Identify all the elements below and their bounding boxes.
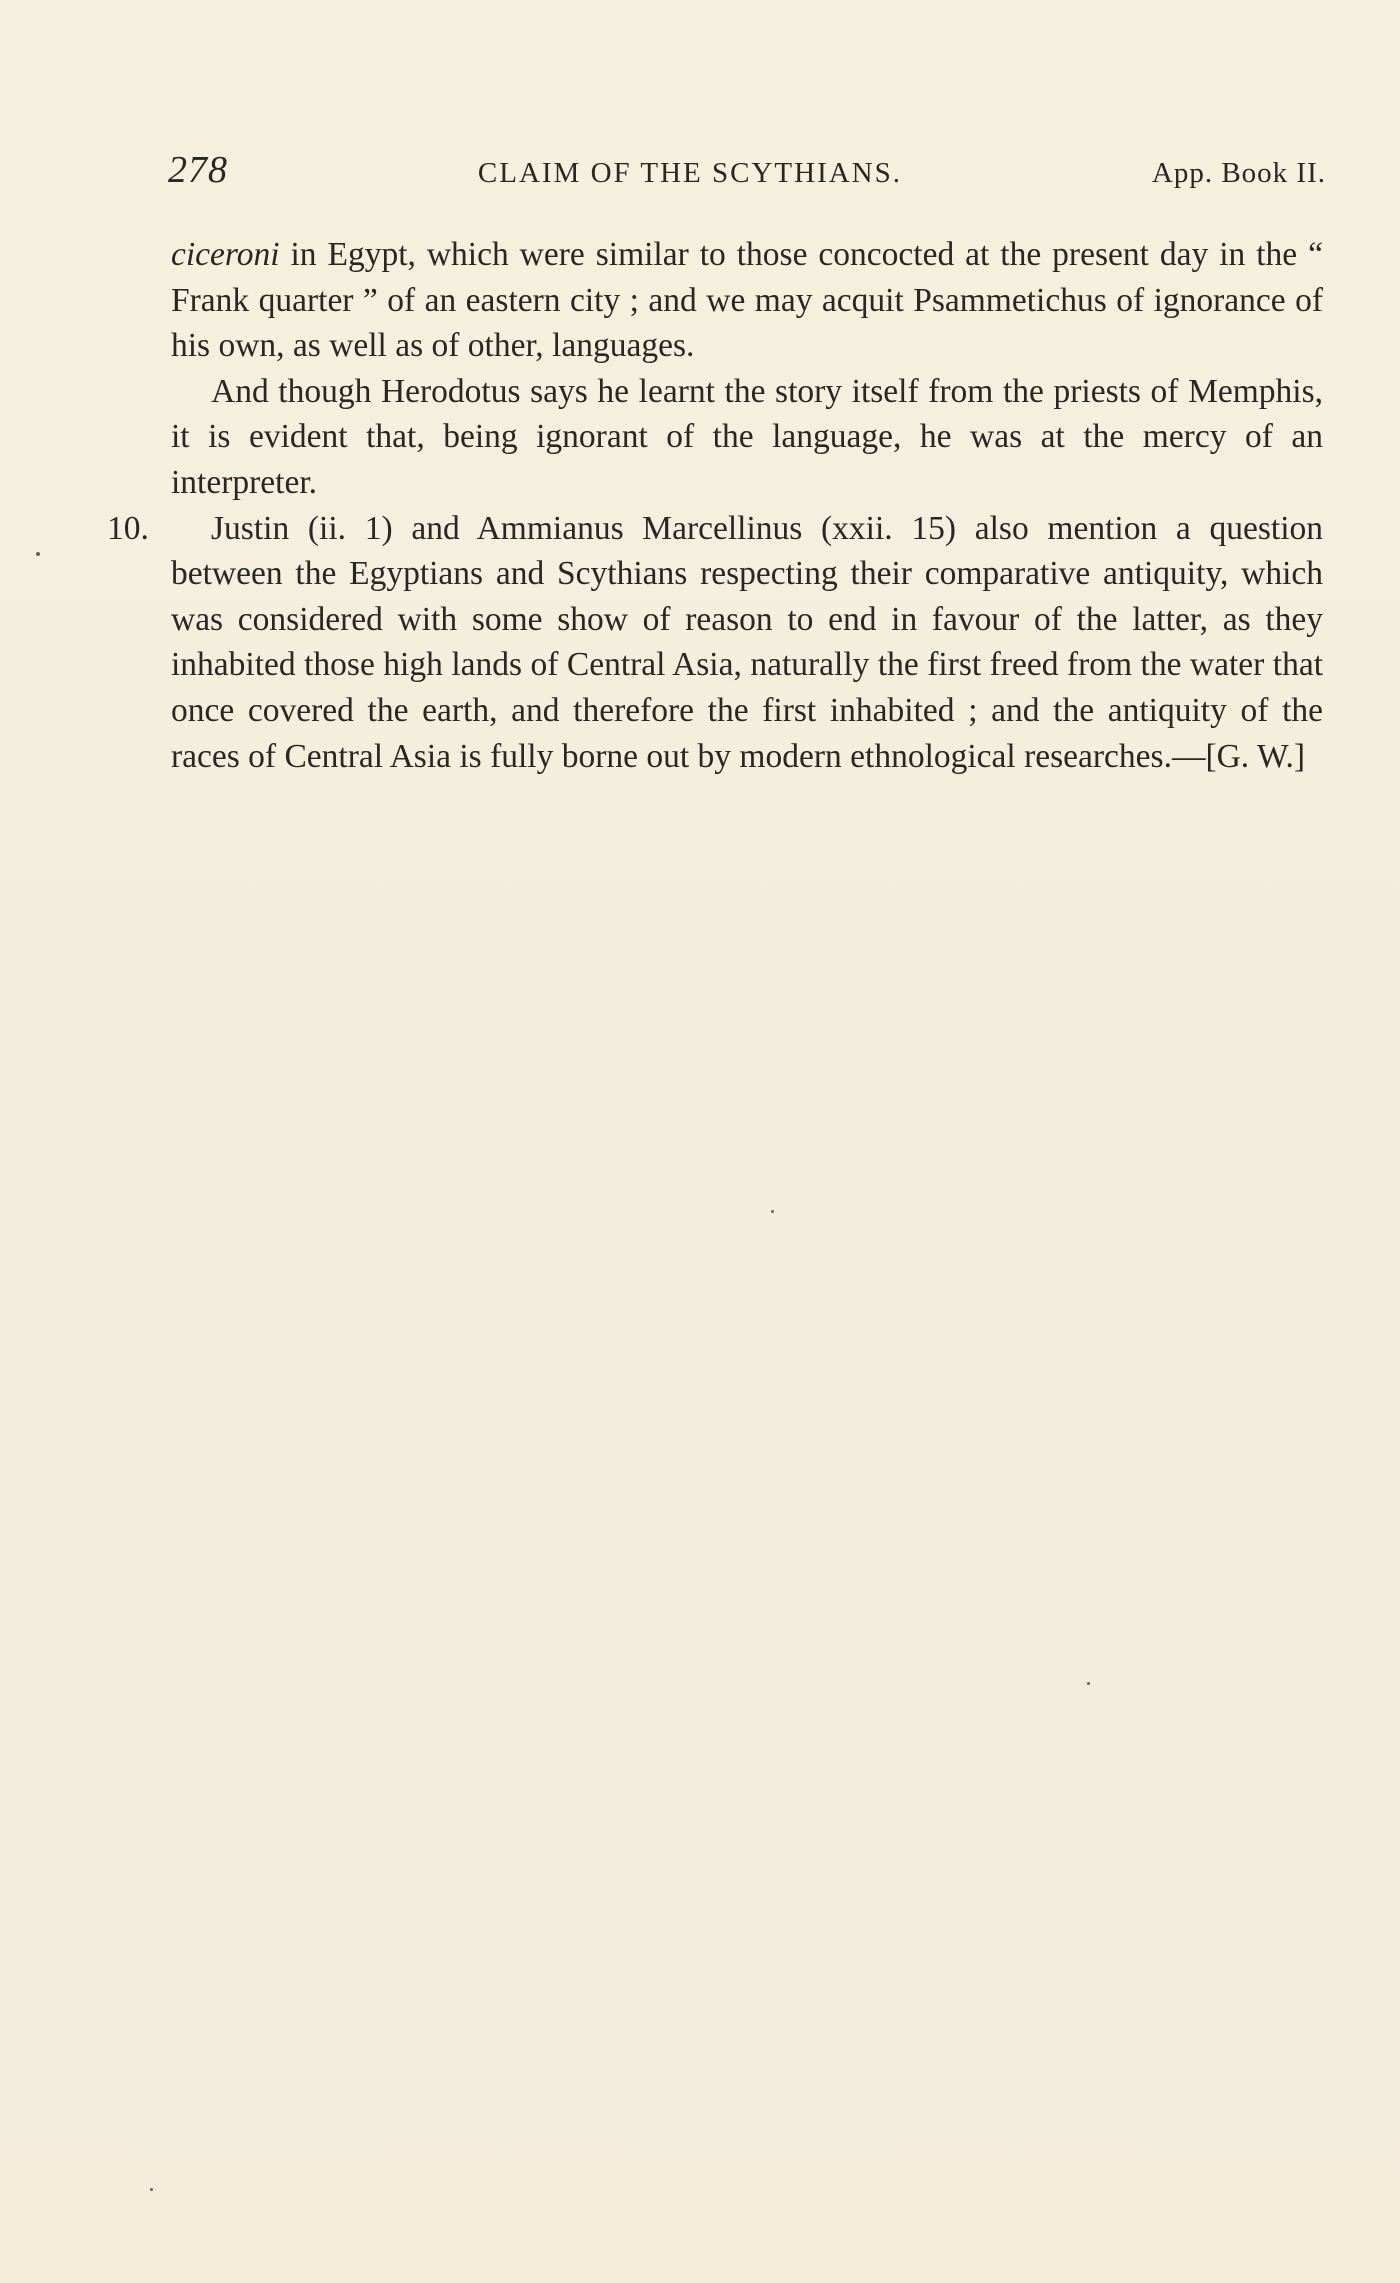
paper-speck: [771, 1210, 774, 1213]
note-text: Justin (ii. 1) and Ammianus Marcellinus (xxii. 15) also mention a question between the Egyptians and Scythians respecting their comparative antiquity, which was considered with some show of reason to end in favour of the latter, as they inhabited those high lands of Central Asia, naturally the first freed from the water that once covered the earth, and therefore the first inhabited ; and the antiquity of the races of Central Asia is fully borne out by modern ethnological researches.—[G. W.]: [171, 509, 1323, 775]
page-header: [168, 148, 1326, 198]
page-body: [107, 232, 1323, 779]
paragraph-continuation: [171, 232, 1323, 369]
paper-speck: [36, 552, 40, 556]
paragraph-text: in Egypt, which were similar to those concocted at the present day in the “ Frank quarter ” of an eastern city ; and we may acquit Psammetichus of ignorance of his own, as well as of other, languages.: [171, 236, 1323, 365]
running-title: CLAIM OF THE SCYTHIANS.: [477, 157, 902, 189]
paper-speck: [150, 2188, 153, 2191]
section-reference: App. Book II.: [1151, 157, 1326, 189]
paper-speck: [1087, 1682, 1090, 1685]
note-paragraph: [107, 506, 1323, 780]
note-number: 10.: [107, 509, 149, 547]
paragraph-herodotus: And though Herodotus says he learnt the story itself from the priests of Memphis, it is evident that, being ignorant of the language, he was at the mercy of an interpreter.: [171, 372, 1323, 501]
italic-word: ciceroni: [171, 236, 280, 273]
page-number: 278: [168, 149, 228, 191]
